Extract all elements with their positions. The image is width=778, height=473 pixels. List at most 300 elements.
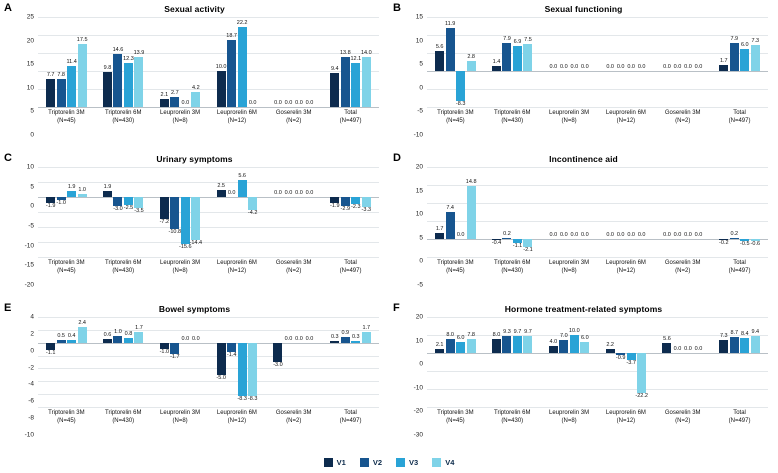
bar-rect <box>456 342 465 353</box>
y-tick-label: 10 <box>26 84 34 92</box>
bar-value-label: 0.0 <box>181 100 190 106</box>
bar-value-label: -0.6 <box>750 241 761 248</box>
bar-rect <box>730 337 739 353</box>
x-tick-label: Triptorelin 6M (N=430) <box>105 260 142 274</box>
x-tick-label: Total (N=497) <box>339 410 362 424</box>
bar-value-label: 9.4 <box>330 66 339 73</box>
bar-value-label: 0.0 <box>274 100 282 106</box>
bar-V2 <box>57 17 66 107</box>
bar-rect <box>467 339 476 353</box>
y-tick-label: 5 <box>30 183 34 191</box>
bar-V4 <box>191 17 200 107</box>
bar-value-label: 0.0 <box>549 232 558 238</box>
bar-V3 <box>627 317 636 407</box>
y-tick-label: 0 <box>30 202 34 210</box>
bar-value-label: -5.0 <box>216 374 226 381</box>
bar-V4 <box>134 167 143 257</box>
y-tick-label: 0 <box>30 347 34 355</box>
bar-value-label: 0.0 <box>570 64 579 70</box>
bar-V2 <box>170 17 179 107</box>
bar-value-label: -2.9 <box>340 205 351 212</box>
y-axis-F <box>393 313 425 439</box>
bar-value-label: 8.4 <box>740 330 749 337</box>
bar-rect <box>113 336 122 342</box>
bar-rect <box>523 239 532 247</box>
x-tick-label: Triptorelin 6M (N=430) <box>105 410 142 424</box>
bar-value-label: -3.7 <box>626 359 636 366</box>
legend-swatch-icon <box>396 458 405 467</box>
bars-D <box>427 167 768 257</box>
y-tick-label: 15 <box>415 13 423 21</box>
bar-V2 <box>730 17 739 107</box>
bar-V1 <box>719 167 728 257</box>
bar-value-label: 0.0 <box>559 64 568 70</box>
y-tick-label: -5 <box>417 281 423 289</box>
bar-V2 <box>616 167 625 257</box>
bar-value-label: 0.0 <box>663 64 671 70</box>
bar-value-label: 18.7 <box>226 32 237 39</box>
bar-V3 <box>181 17 190 107</box>
bar-V2 <box>341 167 350 257</box>
bar-V4 <box>580 317 589 407</box>
bar-V2 <box>168 167 182 257</box>
bar-value-label: 8.7 <box>730 330 739 337</box>
bar-V1 <box>435 17 444 107</box>
bar-V4 <box>751 167 760 257</box>
bar-V4 <box>751 17 760 107</box>
bar-V2 <box>113 17 122 107</box>
bar-value-label: -4.2 <box>247 209 258 216</box>
bar-value-label: 2.2 <box>606 342 614 349</box>
bar-value-label: 1.9 <box>67 184 76 191</box>
bar-group <box>654 317 711 407</box>
bar-rect <box>719 340 728 353</box>
y-axis-A <box>4 13 36 139</box>
bars-F <box>427 317 768 407</box>
bar-value-label: -1.9 <box>45 202 56 209</box>
bar-value-label: 7.0 <box>559 333 568 340</box>
bar-V4 <box>134 317 143 407</box>
y-tick-label: 10 <box>415 337 423 345</box>
x-tick-label: Triptorelin 3M (N=45) <box>437 410 474 424</box>
bar-value-label: 2.5 <box>217 182 225 189</box>
x-tick-label: Triptorelin 6M (N=430) <box>494 410 531 424</box>
bar-V2 <box>502 17 511 107</box>
bar-rect <box>103 191 112 197</box>
bars-B <box>427 17 768 107</box>
bar-value-label: 0.0 <box>684 232 692 238</box>
bar-rect <box>606 349 615 353</box>
bar-V4 <box>523 17 532 107</box>
bar-value-label: 0.0 <box>637 64 646 70</box>
bar-V2 <box>227 317 236 407</box>
bar-V4 <box>467 167 476 257</box>
bar-V4 <box>523 167 532 257</box>
y-tick-label: 0 <box>30 131 34 139</box>
bar-group <box>208 17 265 107</box>
bar-V3 <box>513 167 522 257</box>
bar-group <box>541 17 598 107</box>
x-tick-label: Goserelin 3M (N=2) <box>275 260 312 274</box>
bar-group <box>208 167 265 257</box>
bar-V2 <box>446 167 455 257</box>
bar-value-label: 0.0 <box>694 232 703 238</box>
legend-item-V1 <box>324 458 346 467</box>
bar-V4 <box>189 167 203 257</box>
bar-rect <box>160 99 169 107</box>
bar-group <box>322 317 379 407</box>
bar-rect <box>446 28 455 71</box>
bar-value-label: 1.0 <box>114 329 122 336</box>
bar-group <box>597 17 654 107</box>
bar-V3 <box>294 317 303 407</box>
bar-rect <box>273 343 282 362</box>
bar-rect <box>181 197 190 244</box>
legend-item-V3 <box>396 458 418 467</box>
bar-V3 <box>456 17 465 107</box>
bar-rect <box>627 353 636 360</box>
bar-V1 <box>492 167 501 257</box>
bar-V1 <box>492 17 501 107</box>
bar-V1 <box>606 167 615 257</box>
bar-value-label: 4.0 <box>549 338 558 345</box>
bar-V3 <box>570 167 579 257</box>
bar-rect <box>502 43 511 71</box>
bar-rect <box>103 339 112 343</box>
x-axis-F <box>427 409 768 435</box>
bar-rect <box>351 63 360 107</box>
bar-value-label: 0.0 <box>694 346 703 352</box>
y-tick-label: 4 <box>30 313 34 321</box>
bar-value-label: 0.0 <box>606 64 614 70</box>
bar-V4 <box>694 17 703 107</box>
x-tick-label: Total (N=497) <box>339 260 362 274</box>
bar-value-label: 7.5 <box>524 37 532 43</box>
bar-value-label: 0.0 <box>305 189 314 196</box>
bar-value-label: 7.4 <box>446 205 454 212</box>
bar-V4 <box>78 17 87 107</box>
bar-value-label: 4.2 <box>191 84 200 91</box>
panel-letter-B: B <box>393 2 401 14</box>
bar-rect <box>362 332 371 343</box>
bar-rect <box>492 66 501 71</box>
bar-value-label: -0.4 <box>491 240 502 247</box>
x-tick-label: Leuprorelin 6M (N=12) <box>605 260 646 274</box>
bar-rect <box>662 343 671 353</box>
plot-area-E <box>4 313 385 439</box>
bar-rect <box>67 191 76 197</box>
bar-V3 <box>513 17 522 107</box>
bar-rect <box>446 339 455 353</box>
bar-V1 <box>330 17 339 107</box>
plot-area-D <box>393 163 774 289</box>
bar-V3 <box>294 167 303 257</box>
bar-V1 <box>160 317 169 407</box>
plot-area-A <box>4 13 385 139</box>
bar-V3 <box>351 167 360 257</box>
x-tick-label: Leuprorelin 3M (N=8) <box>549 410 590 424</box>
y-tick-label: 20 <box>415 313 423 321</box>
bar-rect <box>191 197 200 240</box>
bar-value-label: -14.4 <box>189 240 203 247</box>
gridline <box>38 257 379 258</box>
x-axis-E <box>38 409 379 435</box>
bar-V2 <box>113 317 122 407</box>
bar-groups <box>427 167 768 257</box>
plot-area-B <box>393 13 774 139</box>
bar-rect <box>730 238 739 239</box>
bar-V2 <box>284 317 293 407</box>
bar-V2 <box>284 17 293 107</box>
y-tick-label: 5 <box>419 234 423 242</box>
bar-V1 <box>549 17 558 107</box>
bar-V1 <box>160 17 169 107</box>
bar-rect <box>113 54 122 107</box>
bar-rect <box>57 79 66 107</box>
x-tick-label: Goserelin 3M (N=2) <box>664 410 701 424</box>
y-tick-label: -10 <box>413 131 423 139</box>
bar-rect <box>217 343 226 375</box>
bar-V4 <box>305 17 314 107</box>
y-axis-B <box>393 13 425 139</box>
bar-value-label: 0.0 <box>684 64 692 70</box>
bar-rect <box>351 197 360 204</box>
bar-V4 <box>248 167 257 257</box>
gridline <box>427 107 768 108</box>
zero-axis-line <box>38 107 379 108</box>
x-tick-label: Goserelin 3M (N=2) <box>275 410 312 424</box>
bar-V4 <box>467 17 476 107</box>
bar-V4 <box>467 317 476 407</box>
bar-rect <box>160 197 169 219</box>
y-tick-label: -20 <box>413 407 423 415</box>
bar-group <box>95 167 152 257</box>
bar-value-label: 0.0 <box>284 335 293 342</box>
y-tick-label: -15 <box>24 261 34 269</box>
bar-rect <box>351 341 360 343</box>
bar-V1 <box>662 317 671 407</box>
x-tick-label: Leuprorelin 6M (N=12) <box>605 410 646 424</box>
bar-value-label: 2.4 <box>78 320 86 327</box>
bar-value-label: 5.6 <box>663 335 671 342</box>
bar-rect <box>523 44 532 71</box>
bar-value-label: 7.3 <box>719 332 728 339</box>
bar-group <box>152 167 209 257</box>
bar-value-label: 1.9 <box>103 184 112 191</box>
bar-rect <box>170 343 179 354</box>
bar-value-label: 0.0 <box>227 189 236 196</box>
bar-groups <box>38 317 379 407</box>
bar-rect <box>57 340 66 343</box>
x-tick-label: Leuprorelin 6M (N=12) <box>216 410 257 424</box>
bar-rect <box>170 197 179 229</box>
bar-value-label: 0.0 <box>673 346 682 352</box>
bar-rect <box>124 338 133 343</box>
legend-label: V1 <box>336 457 346 467</box>
x-tick-label: Leuprorelin 3M (N=8) <box>160 260 201 274</box>
bar-rect <box>513 46 522 71</box>
bar-value-label: -2.3 <box>351 203 361 210</box>
bar-value-label: 0.9 <box>341 329 350 336</box>
bar-value-label: -1.0 <box>159 349 170 356</box>
bar-value-label: -3.0 <box>113 205 123 212</box>
bar-value-label: -1.1 <box>512 242 523 249</box>
bar-value-label: -0.9 <box>615 354 626 361</box>
bar-V3 <box>124 167 133 257</box>
x-tick-label: Goserelin 3M (N=2) <box>275 110 312 124</box>
bar-V4 <box>362 17 371 107</box>
bar-V4 <box>191 317 200 407</box>
legend-label: V2 <box>372 457 382 467</box>
bar-rect <box>170 97 179 107</box>
bar-rect <box>191 92 200 107</box>
y-tick-label: -10 <box>24 431 34 439</box>
bar-rect <box>67 66 76 107</box>
bar-V3 <box>124 317 133 407</box>
y-tick-label: 10 <box>26 163 34 171</box>
panel-A <box>0 0 389 150</box>
bar-rect <box>78 327 87 342</box>
bar-group <box>654 167 711 257</box>
gridline <box>427 407 768 408</box>
bar-rect <box>740 338 749 353</box>
bar-group <box>484 167 541 257</box>
bar-value-label: 7.7 <box>46 72 55 79</box>
bar-V2 <box>502 167 511 257</box>
bar-value-label: 0.0 <box>694 64 703 70</box>
bar-value-label: 0.0 <box>684 346 692 352</box>
bar-value-label: 9.7 <box>524 328 532 335</box>
bar-rect <box>238 343 247 396</box>
bar-value-label: 9.8 <box>103 64 112 71</box>
bar-value-label: 7.8 <box>467 331 475 338</box>
bar-value-label: 9.4 <box>751 329 760 336</box>
panel-D <box>389 150 778 300</box>
bar-value-label: 0.0 <box>559 232 568 238</box>
bar-V4 <box>248 17 257 107</box>
bar-value-label: 0.5 <box>57 332 65 339</box>
legend-swatch-icon <box>432 458 441 467</box>
bar-value-label: 0.0 <box>284 189 293 196</box>
bar-V4 <box>78 317 87 407</box>
bar-V3 <box>740 317 749 407</box>
bar-rect <box>124 63 133 107</box>
bar-value-label: 9.7 <box>513 328 522 335</box>
bar-V4 <box>694 167 703 257</box>
bar-value-label: 5.6 <box>238 173 246 180</box>
bar-rect <box>134 57 143 107</box>
bar-value-label: -1.9 <box>330 202 340 209</box>
bar-value-label: 7.8 <box>57 71 65 78</box>
bar-groups <box>427 317 768 407</box>
bar-V2 <box>559 17 568 107</box>
bar-group <box>265 17 322 107</box>
bar-value-label: 0.2 <box>503 231 511 238</box>
y-axis-E <box>4 313 36 439</box>
bar-V4 <box>637 17 646 107</box>
bar-value-label: 6.0 <box>580 335 589 342</box>
bar-value-label: -1.0 <box>56 200 66 206</box>
bar-value-label: -0.5 <box>740 240 750 247</box>
x-axis-B <box>427 109 768 135</box>
bar-rect <box>248 197 257 210</box>
bar-value-label: 0.0 <box>627 64 635 70</box>
bar-rect <box>435 233 444 239</box>
bar-value-label: -22.2 <box>635 392 648 399</box>
bars-E <box>38 317 379 407</box>
bar-value-label: 0.0 <box>284 100 293 106</box>
bar-group <box>541 167 598 257</box>
panel-title-E: Bowel symptoms <box>158 304 231 314</box>
bar-value-label: 0.0 <box>305 100 314 106</box>
bar-value-label: 11.9 <box>445 21 456 28</box>
y-tick-label: -30 <box>413 431 423 439</box>
bar-V3 <box>238 17 247 107</box>
bar-V1 <box>435 317 444 407</box>
bar-V1 <box>217 317 226 407</box>
bar-value-label: 7.9 <box>730 35 739 42</box>
bar-V1 <box>549 317 558 407</box>
bar-group <box>208 317 265 407</box>
bar-group <box>38 17 95 107</box>
legend-label: V3 <box>409 457 419 467</box>
bar-rect <box>730 43 739 71</box>
bar-group <box>711 17 768 107</box>
bar-group <box>597 167 654 257</box>
bar-rect <box>740 49 749 71</box>
bar-group <box>597 317 654 407</box>
bar-group <box>38 167 95 257</box>
y-tick-label: 0 <box>419 360 423 368</box>
bar-V2 <box>559 167 568 257</box>
y-tick-label: -5 <box>28 222 34 230</box>
bar-value-label: 14.8 <box>465 178 477 185</box>
y-axis-D <box>393 163 425 289</box>
bar-V3 <box>683 167 692 257</box>
bar-V4 <box>751 317 760 407</box>
bar-group <box>484 17 541 107</box>
bar-value-label: 1.7 <box>435 225 444 232</box>
bar-group <box>95 317 152 407</box>
bar-rect <box>46 79 55 107</box>
bar-group <box>427 317 484 407</box>
x-tick-label: Leuprorelin 6M (N=12) <box>605 110 646 124</box>
bar-V3 <box>67 317 76 407</box>
bar-value-label: 13.9 <box>133 49 145 56</box>
bar-value-label: 0.0 <box>295 100 303 106</box>
bar-V1 <box>492 317 501 407</box>
bar-rect <box>362 197 371 207</box>
bar-rect <box>513 336 522 353</box>
bar-rect <box>467 61 476 71</box>
bar-value-label: 2.1 <box>160 92 169 99</box>
bar-group <box>427 17 484 107</box>
bar-V2 <box>227 167 236 257</box>
bar-value-label: -3.0 <box>273 362 283 368</box>
bar-V3 <box>627 167 636 257</box>
legend-swatch-icon <box>324 458 333 467</box>
bar-value-label: -1.7 <box>170 353 180 360</box>
bar-rect <box>330 73 339 107</box>
panel-title-C: Urinary symptoms <box>156 154 233 164</box>
bar-group <box>322 167 379 257</box>
bar-V2 <box>673 317 682 407</box>
bar-rect <box>435 51 444 71</box>
y-tick-label: -6 <box>28 397 34 405</box>
bar-V1 <box>217 167 226 257</box>
panel-letter-F: F <box>393 302 400 314</box>
bar-rect <box>341 197 350 206</box>
